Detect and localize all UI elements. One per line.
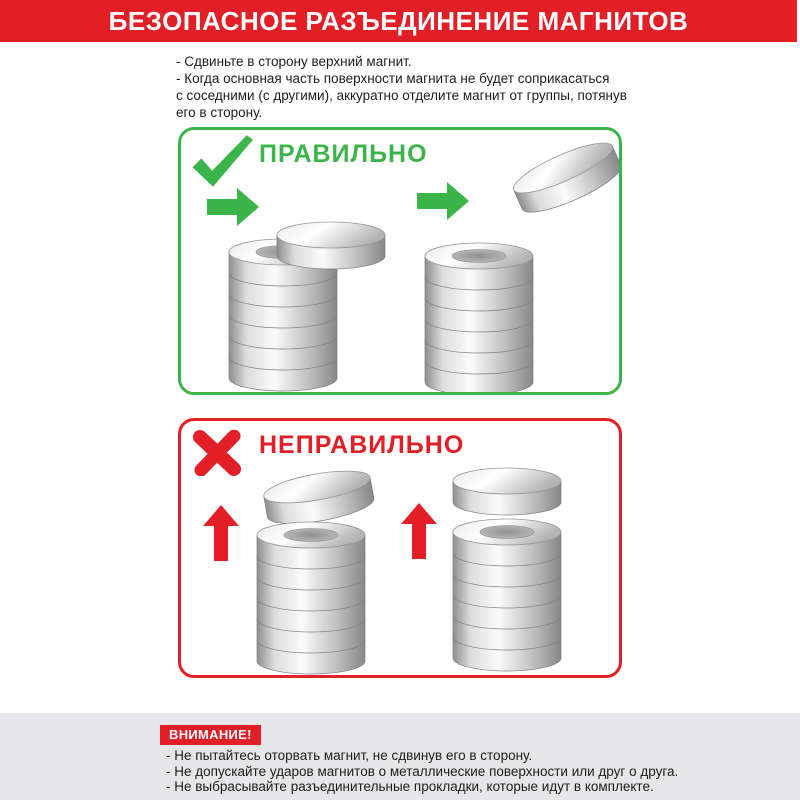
warning-line: - Не выбрасывайте разъединительные прокладки, которые идут в комплекте. <box>166 779 654 794</box>
magnet-disc-separated <box>508 134 619 221</box>
warning-line: - Не допускайте ударов магнитов о металлические поверхности или друг о друга. <box>166 763 679 779</box>
magnet-disc-separated <box>453 468 561 515</box>
incorrect-illustration <box>181 421 619 675</box>
warning-list <box>166 748 678 795</box>
warning-line: - Не пытайтесь оторвать магнит, не сдвинув его в сторону. <box>166 748 533 763</box>
intro-line: - Когда основная часть поверхности магнита не будет соприкасаться <box>176 71 610 86</box>
magnet-disc-separated <box>262 465 377 530</box>
header-banner <box>0 0 797 42</box>
correct-section <box>178 127 622 395</box>
page-title: БЕЗОПАСНОЕ РАЗЪЕДИНЕНИЕ МАГНИТОВ <box>108 5 689 36</box>
magnet-stack-illustration <box>453 519 561 671</box>
arrow-right-icon <box>207 188 259 226</box>
incorrect-label: НЕПРАВИЛЬНО <box>259 431 465 459</box>
magnet-disc-slid <box>277 222 385 269</box>
intro-line: с соседними (с другими), аккуратно отделите магнит от группы, потянув <box>176 88 627 103</box>
correct-label: ПРАВИЛЬНО <box>259 140 428 168</box>
magnet-stack-illustration <box>257 522 365 674</box>
magnet-center-recess <box>480 526 534 539</box>
arrow-up-icon <box>401 503 437 559</box>
magnet-center-recess <box>452 250 506 263</box>
warning-badge: ВНИМАНИЕ! <box>160 725 261 745</box>
arrow-right-icon <box>417 182 469 220</box>
arrow-up-icon <box>203 505 239 561</box>
intro-instructions <box>176 53 627 121</box>
intro-line: его в сторону. <box>176 105 263 120</box>
magnet-top-face <box>277 222 385 248</box>
magnet-top-face <box>453 468 561 494</box>
correct-illustration <box>181 130 619 392</box>
intro-line: - Сдвиньте в сторону верхний магнит. <box>176 54 412 69</box>
magnet-center-recess <box>284 529 338 542</box>
incorrect-section <box>178 418 622 678</box>
magnet-stack-illustration <box>425 243 533 392</box>
